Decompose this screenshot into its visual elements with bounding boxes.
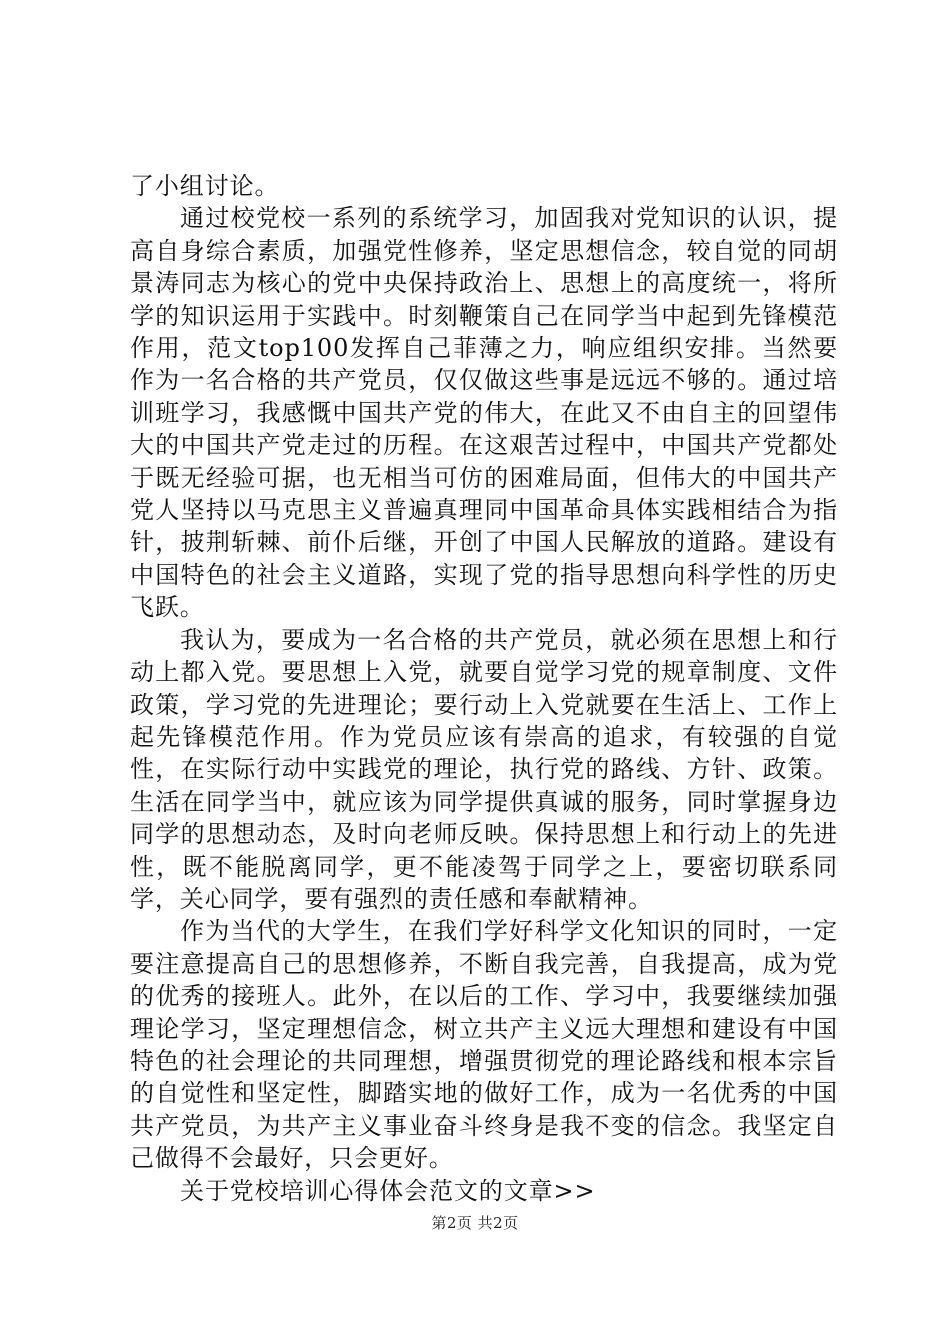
related-articles-link[interactable]: 关于党校培训心得体会范文的文章>> [180, 1176, 596, 1205]
paragraph-qualified-member: 我认为，要成为一名合格的共产党员，就必须在思想上和行动上都入党。要思想上入党，就要自觉学习党的规章制度、文件政策，学习党的先进理论；要行动上入党就要在生活上、工作上起先锋模范作用。作为党员应该有崇高的追求，有较强的自觉性，在实际行动中实践党的理论，执行党的路线、方针、政策。生活在同学当中，就应该为同学提供真诚的服务，同时掌握身边同学的思想动态，及时向老师反映。保持思想上和行动上的先进性，既不能脱离同学，更不能凌驾于同学之上，要密切联系同学，关心同学，要有强烈的责任感和奉献精神。 [130, 625, 838, 913]
page-number-footer: 第2页 共2页 [431, 1214, 519, 1232]
paragraph-study-summary: 通过校党校一系列的系统学习，加固我对党知识的认识，提高自身综合素质，加强党性修养，坚定思想信念，较自觉的同胡景涛同志为核心的党中央保持政治上、思想上的高度统一，将所学的知识运用于实践中。时刻鞭策自己在同学当中起到先锋模范作用，范文top100发挥自己菲薄之力，响应组织安排。当然要作为一名合格的共产党员，仅仅做这些事是远远不够的。通过培训班学习，我感慨中国共产党的伟大，在此又不由自主的回望伟大的中国共产党走过的历程。在这艰苦过程中，中国共产党都处于既无经验可据，也无相当可仿的困难局面，但伟大的中国共产党人坚持以马克思主义普遍真理同中国革命具体实践相结合为指针，披荆斩棘、前仆后继，开创了中国人民解放的道路。建设有中国特色的社会主义道路，实现了党的指导思想向科学性的历史飞跃。 [130, 204, 838, 622]
document-body [130, 170, 838, 1207]
paragraph-college-student: 作为当代的大学生，在我们学好科学文化知识的同时，一定要注意提高自己的思想修养，不断自我完善，自我提高，成为党的优秀的接班人。此外，在以后的工作、学习中，我要继续加强理论学习，坚定理想信念，树立共产主义远大理想和建设有中国特色的社会理论的共同理想，增强贯彻党的理论路线和根本宗旨的自觉性和坚定性，脚踏实地的做好工作，成为一名优秀的中国共产党员，为共产主义事业奋斗终身是我不变的信念。我坚定自己做得不会最好，只会更好。 [130, 917, 838, 1173]
paragraph-continuation: 了小组讨论。 [130, 172, 280, 200]
